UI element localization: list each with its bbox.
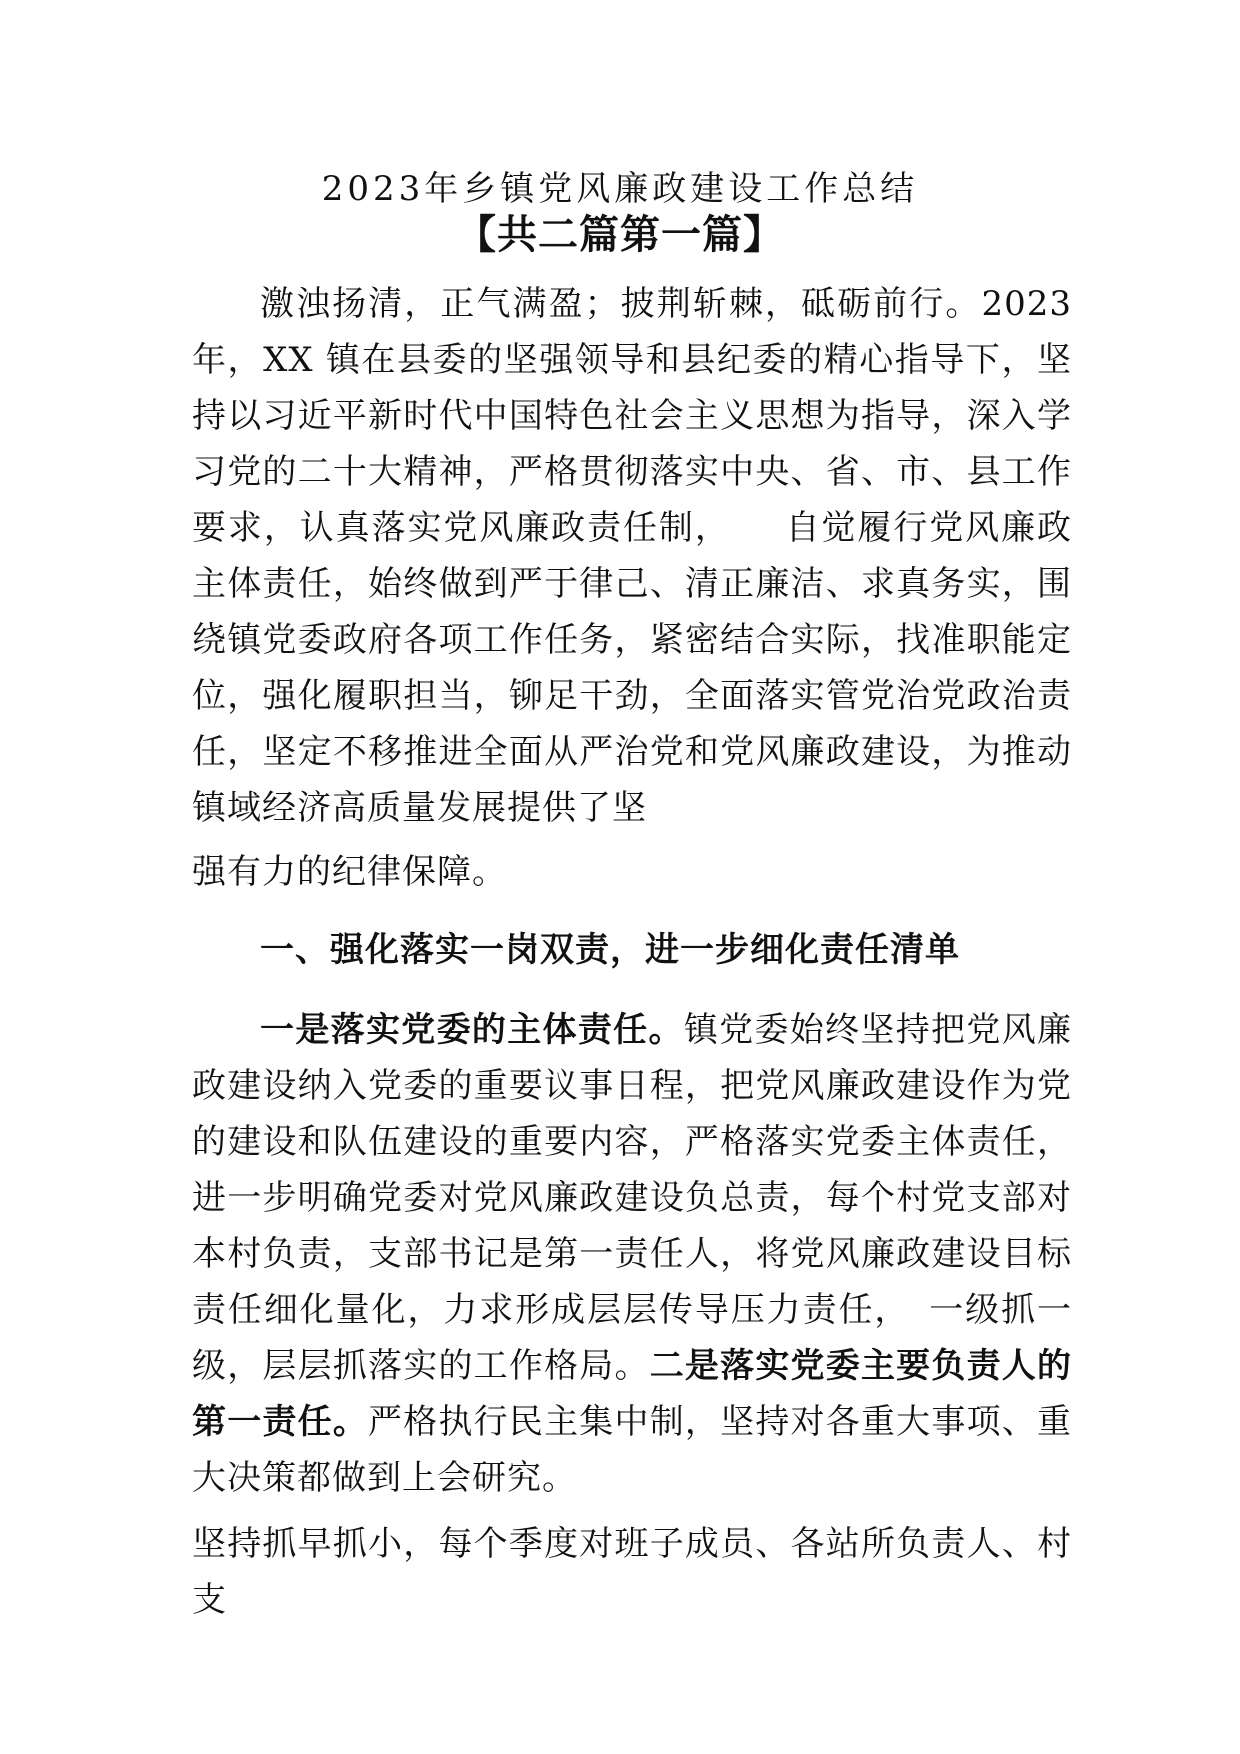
lead-phrase-1: 一是落实党委的主体责任。 (260, 1010, 684, 1050)
intro-paragraph-tail: 强有力的纪律保障。 (192, 852, 507, 892)
document-body (192, 276, 1072, 1628)
intro-paragraph (192, 276, 1072, 836)
section-text-1: 镇党委始终坚持把党风廉政建设纳入党委的重要议事日程，把党风廉政建设作为党的建设和队伍建设的重要内容，严格落实党委主体责任，进一步明确党委对党风廉政建设负总责，每个村党支部对本村负责，支部书记是第一责任人，将党风廉政建设目标责任细化量化，力求形成层层传导压力责任， 一级抓一级，层层抓落实的工作格局。 (192, 1010, 1073, 1386)
document-subtitle: 【共二篇第一篇】 (456, 212, 784, 258)
section-heading: 一、强化落实一岗双责，进一步细化责任清单 (260, 930, 960, 970)
document-title: 2023年乡镇党风廉政建设工作总结 (321, 169, 919, 209)
section-text-2: 严格执行民主集中制，坚持对各重大事项、重大决策都做到上会研究。 (192, 1402, 1073, 1498)
lead-phrase-2: 二是落实党委主要负责人的第一责任。 (192, 1346, 1073, 1442)
intro-text: 激浊扬清，正气满盈；披荆斩棘，砥砺前行。2023 年，XX 镇在县委的坚强领导和县纪委的精心指导下，坚持以习近平新时代中国特色社会主义思想为指导，深入学习党的二十大精神，严格贯彻落实中央、省、市、县工作要求，认真落实党风廉政责任制， 自觉履行党风廉政主体责任，始终做到严于律己、清正廉洁、求真务实，围绕镇党委政府各项工作任务，紧密结合实际，找准职能定位，强化履职担当，铆足干劲，全面落实管党治党政治责任，坚定不移推进全面从严治党和党风廉政建设，为推动镇域经济高质量发展提供了坚 (192, 284, 1072, 828)
section-paragraph-tail: 坚持抓早抓小，每个季度对班子成员、各站所负责人、村支 (192, 1524, 1072, 1620)
section-paragraph (192, 1002, 1072, 1506)
